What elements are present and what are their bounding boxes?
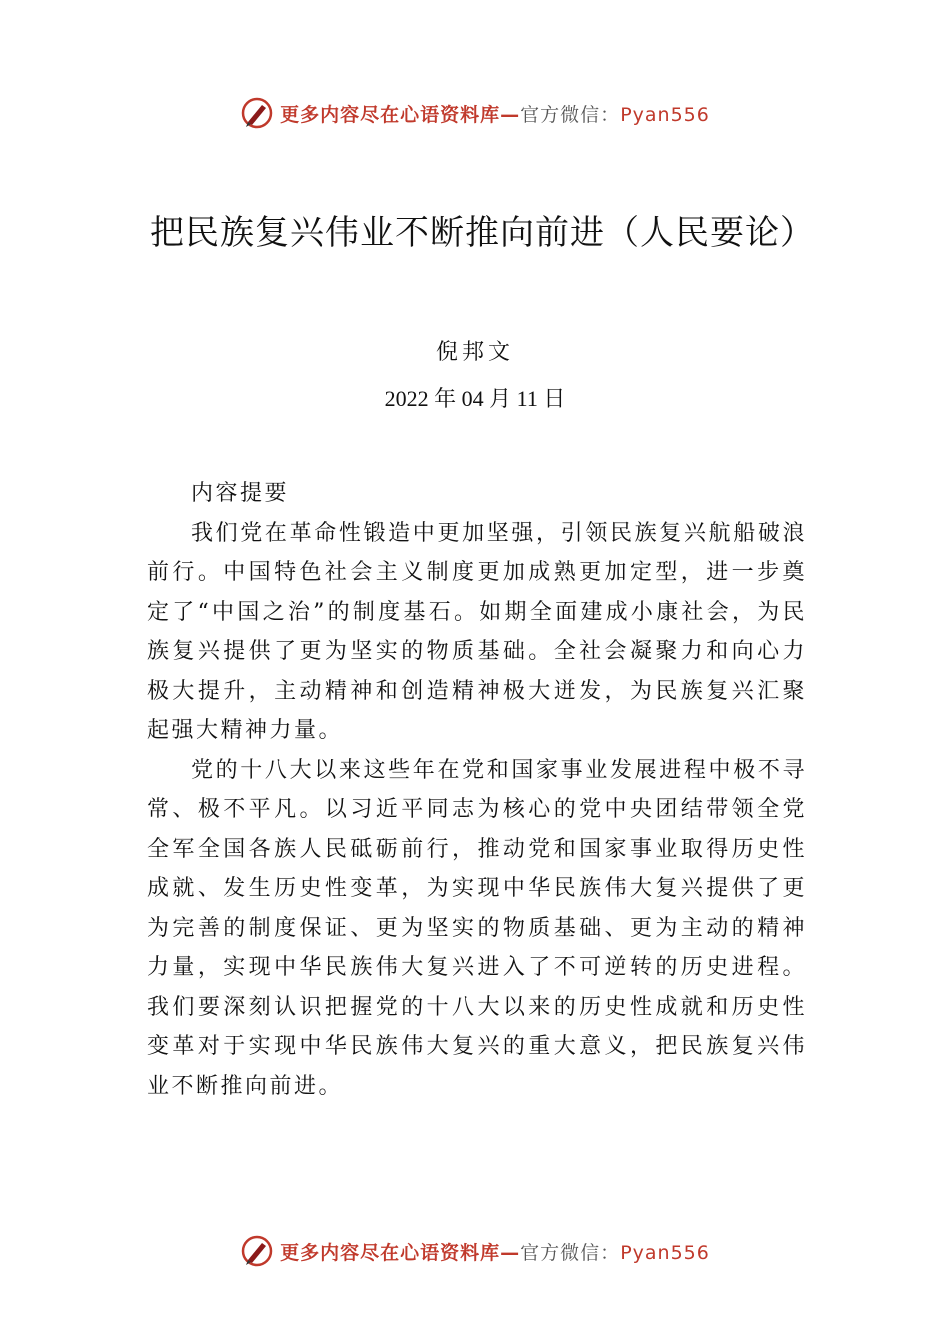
- header-banner: [0, 96, 950, 130]
- banner-label: 官方微信：: [520, 1241, 621, 1264]
- banner-label: 官方微信：: [520, 103, 621, 126]
- paragraph: 我们党在革命性锻造中更加坚强，引领民族复兴航船破浪前行。中国特色社会主义制度更加成熟更加定型，进一步奠定了“中国之治”的制度基石。如期全面建成小康社会，为民族复兴提供了更为坚实的物质基础。全社会凝聚力和向心力极大提升，主动精神和创造精神极大迸发，为民族复兴汇聚起强大精神力量。: [147, 520, 807, 743]
- pen-in-circle-icon: [240, 96, 274, 130]
- wechat-id: Pyan556: [620, 103, 710, 126]
- wechat-id: Pyan556: [620, 1241, 710, 1264]
- footer-banner: [0, 1234, 950, 1268]
- page-title: 把民族复兴伟业不断推向前进（人民要论）: [150, 213, 815, 253]
- banner-text: [280, 100, 710, 127]
- banner-red-text: 更多内容尽在心语资料库—: [280, 1241, 521, 1264]
- banner-text: [280, 1238, 710, 1265]
- banner-red-text: 更多内容尽在心语资料库—: [280, 103, 521, 126]
- pen-in-circle-icon: [240, 1234, 274, 1268]
- article-body: [147, 474, 807, 1106]
- publish-date: 2022 年 04 月 11 日: [384, 386, 566, 411]
- summary-heading: 内容提要: [191, 481, 290, 506]
- paragraph: 党的十八大以来这些年在党和国家事业发展进程中极不寻常、极不平凡。以习近平同志为核心的党中央团结带领全党全军全国各族人民砥砺前行，推动党和国家事业取得历史性成就、发生历史性变革，为实现中华民族伟大复兴提供了更为完善的制度保证、更为坚实的物质基础、更为主动的精神力量，实现中华民族伟大复兴进入了不可逆转的历史进程。我们要深刻认识把握党的十八大以来的历史性成就和历史性变革对于实现中华民族伟大复兴的重大意义，把民族复兴伟业不断推向前进。: [147, 757, 807, 1099]
- author: 倪邦文: [435, 340, 514, 365]
